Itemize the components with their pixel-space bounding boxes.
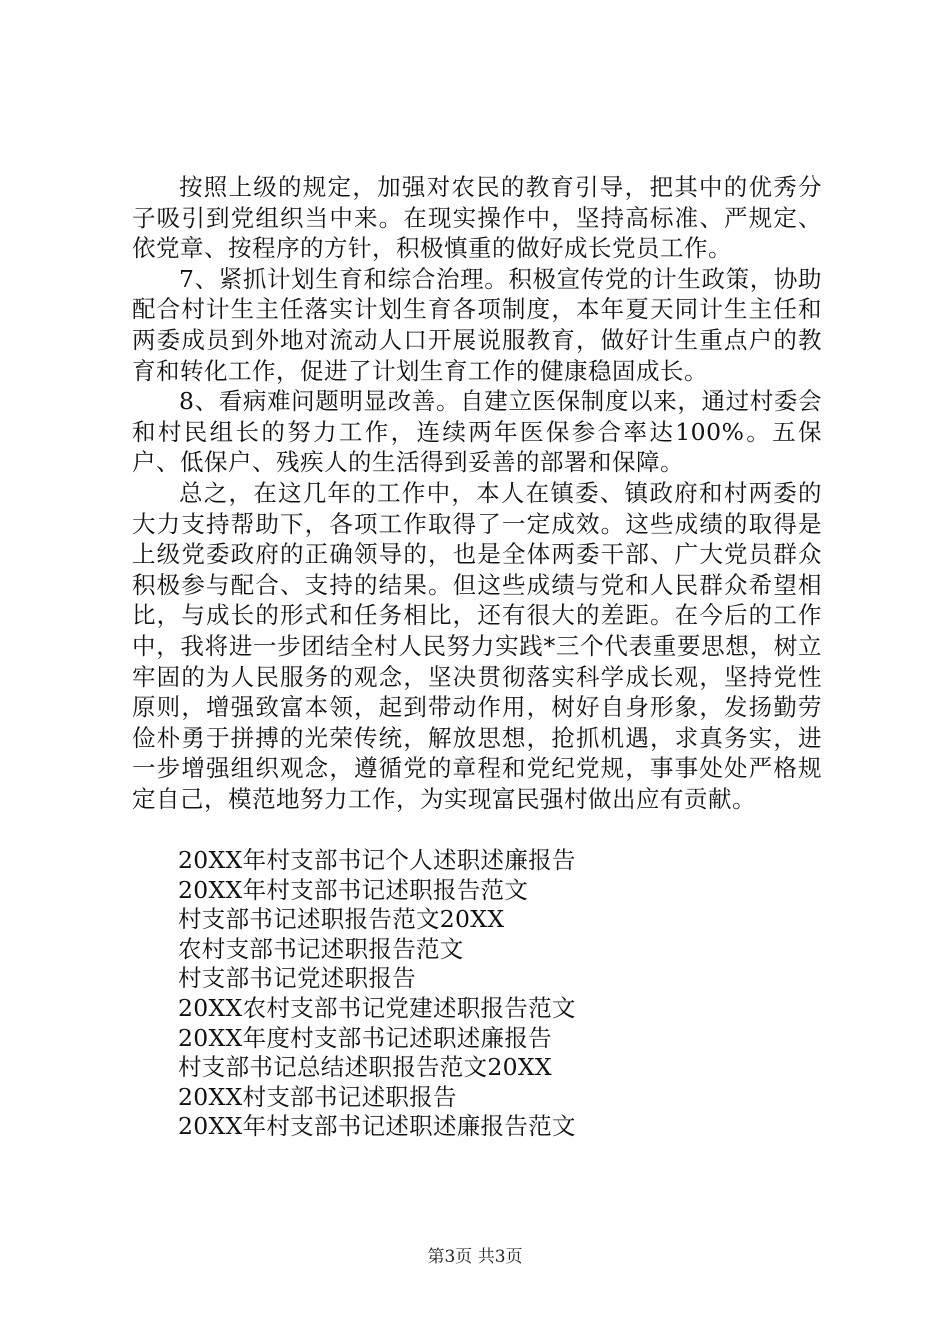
paragraph-party-development: 按照上级的规定，加强对农民的教育引导，把其中的优秀分子吸引到党组织当中来。在现实操作中，坚持高标准、严规定、依党章、按程序的方针，积极慎重的做好成长党员工作。 (132, 173, 822, 263)
related-links-list (178, 846, 778, 1142)
paragraph-medical-care: 8、看病难问题明显改善。自建立医保制度以来，通过村委会和村民组长的努力工作，连续两年医保参合率达100%。五保户、低保户、残疾人的生活得到妥善的部署和保障。 (132, 387, 822, 477)
related-link[interactable]: 农村支部书记述职报告范文 (178, 934, 464, 963)
related-link[interactable]: 20XX农村支部书记党建述职报告范文 (178, 993, 576, 1022)
paragraph-conclusion: 总之，在这几年的工作中，本人在镇委、镇政府和村两委的大力支持帮助下，各项工作取得了一定成效。这些成绩的取得是上级党委政府的正确领导的，也是全体两委干部、广大党员群众积极参与配合、支持的结果。但这些成绩与党和人民群众希望相比，与成长的形式和任务相比，还有很大的差距。在今后的工作中，我将进一步团结全村人民努力实践*三个代表重要思想，树立牢固的为人民服务的观念，坚决贯彻落实科学成长观，坚持党性原则，增强致富本领，起到带动作用，树好自身形象，发扬勤劳俭朴勇于拼搏的光荣传统，解放思想，抢抓机遇，求真务实，进一步增强组织观念，遵循党的章程和党纪党规，事事处处严格规定自己，模范地努力工作，为实现富民强村做出应有贡献。 (132, 478, 822, 813)
related-link[interactable]: 20XX年村支部书记述职报告范文 (178, 875, 529, 904)
paragraph-family-planning: 7、紧抓计划生育和综合治理。积极宣传党的计生政策，协助配合村计生主任落实计划生育各项制度，本年夏天同计生主任和两委成员到外地对流动人口开展说服教育，做好计生重点户的教育和转化工作，促进了计划生育工作的健康稳固成长。 (132, 264, 822, 385)
related-link[interactable]: 20XX村支部书记述职报告 (178, 1082, 457, 1111)
related-link[interactable]: 20XX年村支部书记述职述廉报告范文 (178, 1112, 576, 1141)
related-link[interactable]: 村支部书记总结述职报告范文20XX (178, 1053, 552, 1082)
body-text (132, 172, 822, 814)
page-footer: 第3页 共3页 (427, 1247, 523, 1267)
related-link[interactable]: 20XX年村支部书记个人述职述廉报告 (178, 846, 576, 874)
related-link[interactable]: 村支部书记党述职报告 (178, 964, 416, 993)
related-link[interactable]: 20XX年度村支部书记述职述廉报告 (178, 1023, 552, 1052)
related-link[interactable]: 村支部书记述职报告范文20XX (178, 905, 505, 934)
